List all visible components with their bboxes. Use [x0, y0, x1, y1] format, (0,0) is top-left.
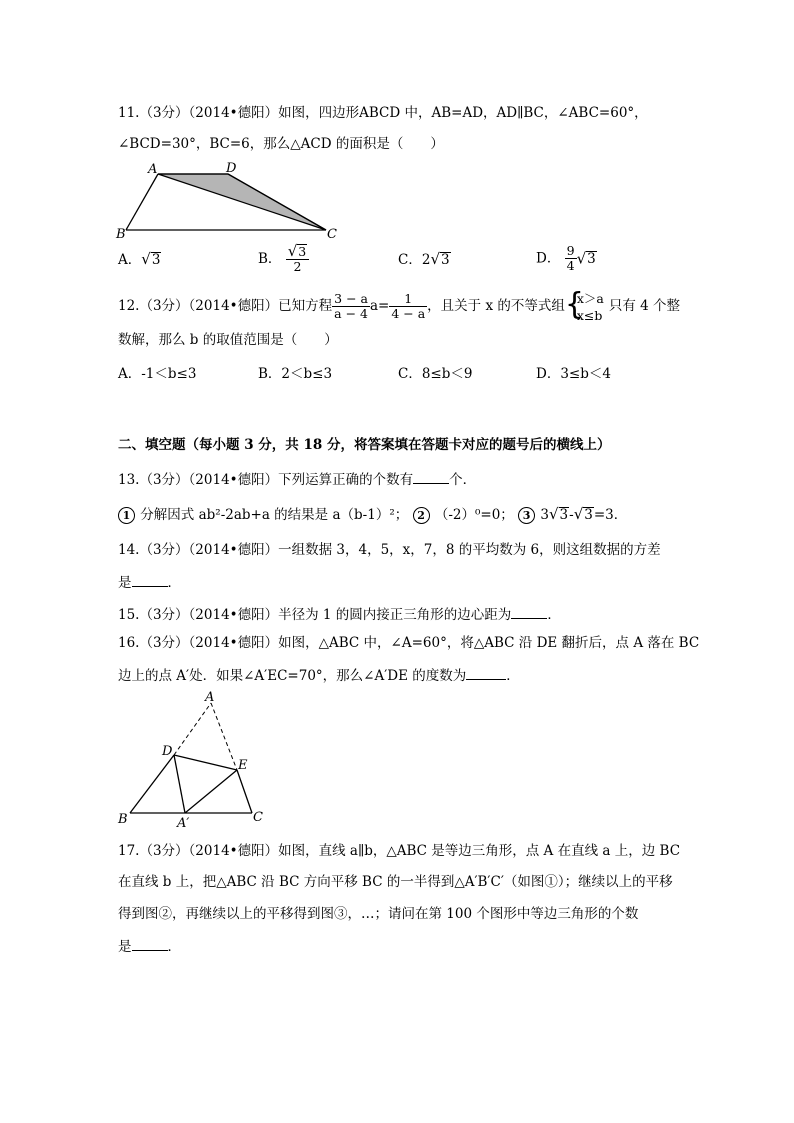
q12-option-c[interactable]: C．8≤b＜9	[398, 366, 473, 382]
left-brace: {	[564, 286, 584, 322]
q14-line1: 14.（3分）（2014•德阳）一组数据 3，4，5，x，7，8 的平均数为 6，则这组数据的方差	[118, 542, 661, 558]
q11-label-c: C	[327, 227, 337, 242]
q11-option-d[interactable]: D． $\frac{9}{4}$ √3	[536, 243, 596, 273]
q17-line1: 17.（3分）（2014•德阳）如图，直线 a∥b，△ABC 是等边三角形，点 A 在直线 a 上，边 BC	[118, 843, 681, 859]
q12-line2: 数解，那么 b 的取值范围是（ ）	[118, 332, 338, 348]
q16-line1: 16.（3分）（2014•德阳）如图，△ABC 中，∠A=60°，将△ABC 沿 DE 翻折后，点 A 落在 BC	[118, 635, 700, 651]
q11-option-c[interactable]: C．2√3	[398, 250, 450, 268]
q14-answer-blank[interactable]	[132, 572, 168, 587]
q11-option-a[interactable]: A．√3	[118, 250, 161, 268]
q13-line1: 13.（3分）（2014•德阳）下列运算正确的个数有 个．	[118, 469, 476, 489]
q12-inequality-system: { x＞a x≤b	[564, 286, 604, 323]
q16-label-b: B	[118, 812, 128, 827]
q12-fraction-2: $\frac{1}{4 - a}$	[391, 291, 426, 321]
q11-figure	[110, 158, 350, 244]
q17-answer-blank[interactable]	[132, 936, 168, 951]
q11-option-b-fraction: $\frac{√3}{2}$	[286, 244, 310, 274]
q12-line1: 12.（3分）（2014•德阳）已知方程 $\frac{3 - a}{a - 4}$ a= $\frac{1}{4 - a}$ ，且关于 x 的不等式组 { x＞a x≤b 只有 4 个整	[118, 286, 681, 323]
q11-label-a: A	[148, 162, 158, 177]
q16-answer-blank[interactable]	[466, 665, 506, 680]
q17-line3: 得到图②，再继续以上的平移得到图③，…；请问在第 100 个图形中等边三角形的个数	[118, 906, 639, 922]
q13-answer-blank[interactable]	[413, 469, 449, 484]
q16-label-d: D	[162, 744, 173, 759]
q11-label-d: D	[226, 161, 237, 176]
q15-answer-blank[interactable]	[511, 604, 547, 619]
q16-label-a-prime: A′	[177, 816, 190, 830]
q12-option-b[interactable]: B．2＜b≤3	[258, 366, 333, 382]
q11-option-d-fraction: $\frac{9}{4}$	[566, 243, 575, 273]
q11-label-b: B	[116, 227, 126, 242]
q13-line2: 1 分解因式 ab²-2ab+a 的结果是 a（b-1）²； 2 （-2）⁰=0； 3 3√3-√3=3．	[118, 505, 627, 524]
q16-line2: 边上的点 A′处．如果∠A′EC=70°，那么∠A′DE 的度数为 ．	[118, 665, 520, 685]
q11-option-b[interactable]: B． $\frac{√3}{2}$	[258, 244, 309, 274]
q16-label-c: C	[253, 810, 263, 825]
q17-line4: 是 ．	[118, 936, 181, 956]
q11-line2: ∠BCD=30°，BC=6，那么△ACD 的面积是（ ）	[118, 136, 444, 152]
q16-figure	[110, 690, 280, 830]
q12-option-a[interactable]: A．-1＜b≤3	[118, 366, 197, 382]
q12-fraction-1: $\frac{3 - a}{a - 4}$	[334, 291, 368, 321]
q15-line: 15.（3分）（2014•德阳）半径为 1 的圆内接正三角形的边心距为 ．	[118, 604, 561, 624]
q16-label-a: A	[205, 690, 215, 705]
q11-line1: 11.（3分）（2014•德阳）如图，四边形ABCD 中，AB=AD，AD∥BC，∠ABC=60°，	[118, 105, 648, 121]
q17-line2: 在直线 b 上，把△ABC 沿 BC 方向平移 BC 的一半得到△A′B′C′（如图①）；继续以上的平移	[118, 874, 673, 890]
q12-option-d[interactable]: D．3≤b＜4	[536, 366, 611, 382]
section-2-heading: 二、填空题（每小题 3 分，共 18 分，将答案填在答题卡对应的题号后的横线上）	[118, 437, 611, 453]
q14-line2: 是 ．	[118, 572, 181, 592]
q16-label-e: E	[238, 758, 248, 773]
